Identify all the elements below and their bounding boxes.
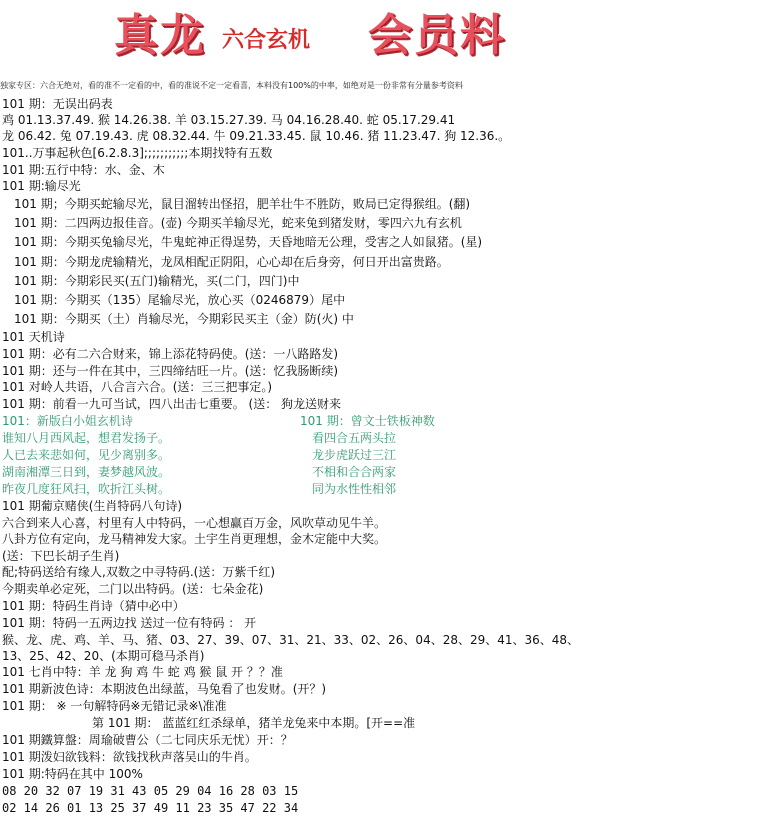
poem-right-line: 同为水性性相邻 xyxy=(312,482,397,496)
poem-left-line: 人已去来悲如何，见少离别多。 xyxy=(2,448,171,462)
poem-left-line: 昨夜几度狂风扫，吹折江头树。 xyxy=(2,482,171,496)
disclaimer: 独家专区：六合无绝对，看的准不一定看的中，看的准说不定一定看喜，本料没有100%的中率，如绝对是一份非常有分量参考资料 xyxy=(0,81,463,90)
banner-left-word: 真龙 xyxy=(114,10,206,61)
number-row: 08 20 32 07 19 31 43 05 29 04 16 28 03 15 xyxy=(2,784,299,798)
text-line: 101 期：还与一件在其中，三四缔结旺一片。(送：忆我肠断续) xyxy=(2,364,339,378)
text-line: 101 期：今期龙虎输精光，龙凤相配正阴阳，心心却在后身旁，何日开出富贵路。 xyxy=(14,255,449,269)
text-line: 101 期：今期买（135）尾输尽光，放心买（0246879）尾中 xyxy=(14,293,346,307)
poem-right-title: 101 期：曾文士铁板神数 xyxy=(300,414,435,428)
text-line: 101 期:特码在其中 100% xyxy=(2,767,143,781)
text-line: 101 期：特码生肖诗（猜中必中） xyxy=(2,599,185,613)
text-line: (送：下巴长胡子生肖) xyxy=(2,549,120,563)
text-line: 101 期：今期买（土）肖输尽光，今期彩民买主（金）防(火) 中 xyxy=(14,312,354,326)
banner-middle-word: 六合玄机 xyxy=(222,27,311,53)
text-line: 第 101 期： 蓝蓝红红杀绿单，猪羊龙兔来中本期。[开==准 xyxy=(92,716,416,730)
text-line: 13、25、42、20、(本期可稳马杀肖) xyxy=(2,649,205,663)
text-line: 猴、龙、虎、鸡、羊、马、猪、03、27、39、07、31、21、33、02、26、04、28、29、41、36、48、 xyxy=(2,633,580,647)
text-line: 101 期：无误出码表 xyxy=(2,97,113,111)
text-line: 101 天机诗 xyxy=(2,330,65,344)
poem-left-line: 湖南湘潭三日到，妻梦越风波。 xyxy=(2,465,171,479)
text-line: 101..万事起秋色[6.2.8.3];;;;;;;;;;;本期找特有五数 xyxy=(2,146,273,160)
text-line: 101 期:五行中特：水、金、木 xyxy=(2,163,165,177)
text-line: 鸡 01.13.37.49. 猴 14.26.38. 羊 03.15.27.39. 马 04.16.28.40. 蛇 05.17.29.41 xyxy=(2,113,456,127)
text-line: 101 期：特码一五两边找 送过一位有特码 ： 开 xyxy=(2,616,257,630)
text-line: 六合到来人心喜，村里有人中特码，一心想赢百万金，风吹草动见牛羊。 xyxy=(2,516,387,530)
banner xyxy=(100,6,540,68)
number-row: 02 14 26 01 13 25 37 49 11 23 35 47 22 34 xyxy=(2,801,299,815)
text-line: 101 期泼妇欲钱料：欲钱找秋声落吴山的牛肖。 xyxy=(2,750,257,764)
text-line: 101 对岭人共语，八合言六合。(送：三三把事定。) xyxy=(2,380,273,394)
text-line: 101 期：前看一九可当试，四八出击七重要。 (送： 狗龙送财来 xyxy=(2,397,342,411)
text-line: 101 期:输尽光 xyxy=(2,179,81,193)
text-line: 101 期：今期买兔输尽光，牛鬼蛇神正得逞势，天昏地暗无公理，受害之人如鼠猪。(星) xyxy=(14,235,483,249)
text-line: 101 期： ※ 一句解特码※无错记录※\准准 xyxy=(2,699,227,713)
poem-right-line: 龙步虎跃过三江 xyxy=(312,448,397,462)
text-line: 龙 06.42. 兔 07.19.43. 虎 08.32.44. 牛 09.21.33.45. 鼠 10.46. 猪 11.23.47. 狗 12.36.。 xyxy=(2,129,511,143)
text-line: 101 期；今期买蛇输尽光，鼠目溜转出怪招，肥羊壮牛不胜防，败局已定得猴组。(翻) xyxy=(14,197,471,211)
poem-left-title: 101：新版白小姐玄机诗 xyxy=(2,414,133,428)
text-line: 101 期鐵算盤：周瑜破曹公（二七同庆乐无忧）开：？ xyxy=(2,733,293,747)
text-line: 101 期新波色诗：本期波色出绿蓝，马兔看了也发财。(开？) xyxy=(2,682,327,696)
text-line: 101 期：必有二六合财来，锦上添花特码使。(送：一八路路发) xyxy=(2,347,339,361)
poem-right-line: 不相和合合两家 xyxy=(312,465,397,479)
text-line: 八卦方位有定向，龙马精神发大家。土宇生肖更理想，金木定能中大奖。 xyxy=(2,532,387,546)
text-line: 101 期：今期彩民买(五门)输精光，买(二门，四门)中 xyxy=(14,274,300,288)
poem-left-line: 谁知八月西风起，想君发扬子。 xyxy=(2,431,171,445)
banner-right-word: 会员料 xyxy=(368,10,506,61)
text-line: 配;特码送给有缘人,双数之中寻特码.(送：万紫千红) xyxy=(2,565,276,579)
text-line: 101 期：二四两边报佳音。(壶) 今期买羊输尽光，蛇来兔到猪发财，零四六九有玄机 xyxy=(14,216,462,230)
text-line: 今期卖单必定死，二门以出特码。(送：七朵金花) xyxy=(2,582,264,596)
text-line: 101 期葡京赌侠(生肖特码八句诗) xyxy=(2,499,183,513)
poem-right-line: 看四合五两头拉 xyxy=(312,431,397,445)
text-line: 101 七肖中特：羊 龙 狗 鸡 牛 蛇 鸡 猴 鼠 开 ？？准 xyxy=(2,665,283,679)
